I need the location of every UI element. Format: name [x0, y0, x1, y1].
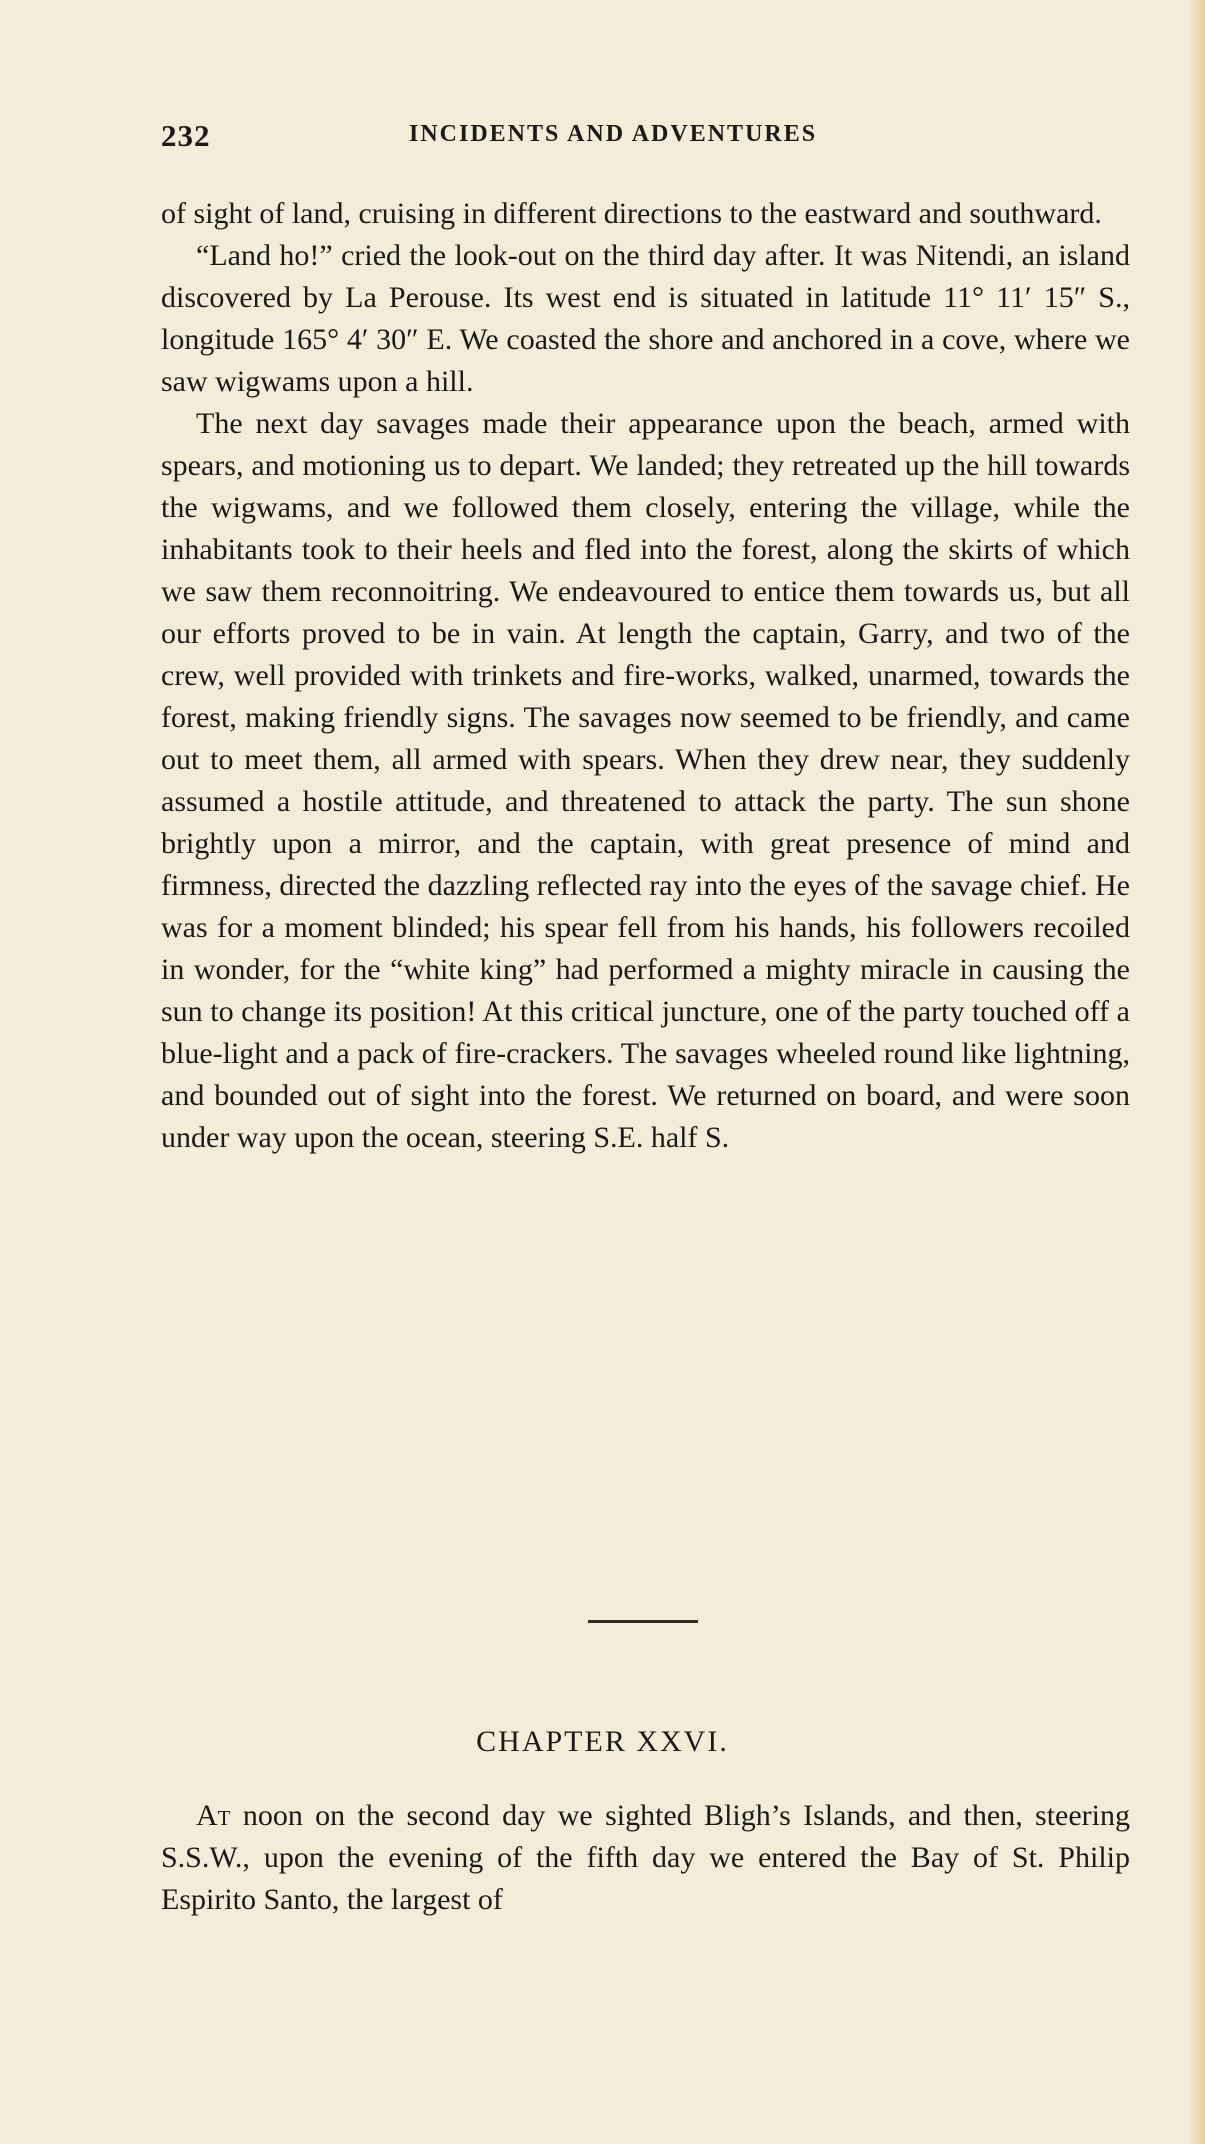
section-divider [588, 1620, 698, 1623]
paragraph-continuation: of sight of land, cruising in different directions to the eastward and southward. [161, 197, 1102, 230]
body-text [161, 193, 1130, 1159]
chapter-opening-paragraph [161, 1795, 1130, 1921]
chapter-lead-word: At [196, 1799, 231, 1832]
page-number: 232 [161, 118, 211, 153]
paragraph-savages: The next day savages made their appearance upon the beach, armed with spears, and motioning us to depart. We landed; they retreated up the hill towards the wigwams, and we followed them closely, entering the village, while the inhabitants took to their heels and fled into the forest, along the skirts of which we saw them reconnoitring. We endeavoured to entice them towards us, but all our efforts proved to be in vain. At length the captain, Garry, and two of the crew, well provided with trinkets and fire-works, walked, unarmed, towards the forest, making friendly signs. The savages now seemed to be friendly, and came out to meet them, all armed with spears. When they drew near, they suddenly assumed a hostile attitude, and threatened to attack the party. The sun shone brightly upon a mirror, and the captain, with great presence of mind and firmness, directed the dazzling reflected ray into the eyes of the savage chief. He was for a moment blinded; his spear fell from his hands, his followers recoiled in wonder, for the “white king” had performed a mighty miracle in causing the sun to change its position! At this critical juncture, one of the party touched off a blue-light and a pack of fire-crackers. The savages wheeled round like lightning, and bounded out of sight into the forest. We returned on board, and were soon under way upon the ocean, steering S.E. half S. [161, 407, 1130, 1154]
page-header [161, 118, 1105, 158]
running-head: INCIDENTS AND ADVENTURES [409, 121, 818, 147]
chapter-heading: CHAPTER XXVI. [476, 1725, 729, 1758]
paragraph-land-ho: “Land ho!” cried the look-out on the third day after. It was Nitendi, an island discovered by La Perouse. Its west end is situated in latitude 11° 11′ 15″ S., longitude 165° 4′ 30″ E. We coasted the shore and anchored in a cove, where we saw wigwams upon a hill. [161, 239, 1130, 398]
page-edge [1189, 0, 1205, 2144]
chapter-opening-text: noon on the second day we sighted Bligh’s Islands, and then, steering S.S.W., upon the evening of the fifth day we entered the Bay of St. Philip Espirito Santo, the largest of [161, 1799, 1130, 1916]
